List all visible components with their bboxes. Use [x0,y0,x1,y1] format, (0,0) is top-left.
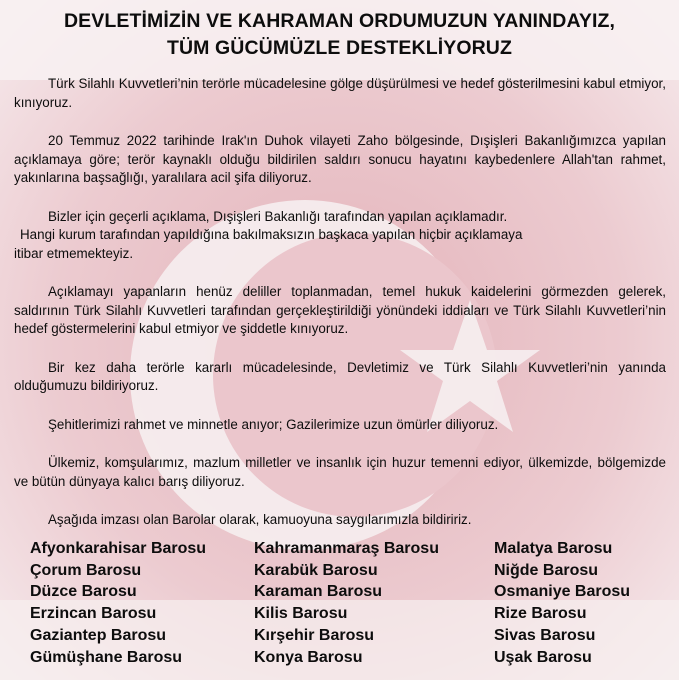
bar-association-name: Gaziantep Barosu [30,626,167,644]
bar-association-name: Niğde Barosu [494,561,599,579]
bar-association-name: Kırşehir Barosu [254,626,375,644]
bar-association-name: Karabük Barosu [254,561,378,579]
paragraph-3-line-3: itibar etmemekteyiz. [14,245,134,261]
bar-association-name: Konya Barosu [254,648,363,666]
paragraph-3-line-2: Hangi kurum tarafından yapıldığına bakılmaksızın başkaca yapılan hiçbir açıklamaya [20,227,523,242]
paragraph-1: Türk Silahlı Kuvvetleri’nin terörle mücadelesine gölge düşürülmesi ve hedef gösterilmesini kabul etmiyor, kınıyoruz. [14,76,666,110]
paragraph-3: Bizler için geçerli açıklama, Dışişleri Bakanlığı tarafından yapılan açıklamadır. [48,208,508,224]
paragraph-7: Ülkemiz, komşularımız, mazlum milletler ve insanlık için huzur temenni ediyor, ülkemizde, bölgemizde ve bütün dünyaya kalıcı barış diliyoruz. [14,455,666,489]
signatory-column-1 [30,538,254,668]
bar-association-name: Karaman Barosu [254,583,383,601]
paragraph-8: Aşağıda imzası olan Barolar olarak, kamuoyuna saygılarımızla bildiririz. [48,512,472,527]
paragraph-5: Bir kez daha terörle kararlı mücadelesinde, Devletimiz ve Türk Silahlı Kuvvetleri’nin yanında olduğumuzu bildiriyoruz. [14,359,666,393]
bar-association-name: Afyonkarahisar Barosu [30,540,207,557]
title-line-1: DEVLETİMİZİN VE KAHRAMAN ORDUMUZUN YANINDAYIZ, [64,10,615,32]
title-line-2: TÜM GÜCÜMÜZLE DESTEKLİYORUZ [166,37,513,59]
bar-association-name: Osmaniye Barosu [494,583,631,601]
bar-association-name: Kahramanmaraş Barosu [254,540,439,557]
bar-association-name: Erzincan Barosu [30,605,157,623]
signatory-bar-associations [30,538,670,668]
bar-association-name: Sivas Barosu [494,626,596,644]
paragraph-2: 20 Temmuz 2022 tarihinde Irak'ın Duhok vilayeti Zaho bölgesinde, Dışişleri Bakanlığımızca yapılan açıklamaya göre; terör kaynaklı olduğu bildirilen saldırı sonucu hayatını kaybedenlere Allah'tan rahmet, yakınlarına başsağlığı, yaralılara acil şifa diliyoruz. [14,133,666,185]
bar-association-name: Rize Barosu [494,605,587,623]
bar-association-name: Kilis Barosu [254,605,348,623]
page-title [0,8,679,62]
bar-association-name: Malatya Barosu [494,540,613,557]
bar-association-name: Çorum Barosu [30,561,142,579]
bar-association-name: Düzce Barosu [30,583,137,601]
signatory-column-2 [254,538,494,668]
bar-association-name: Uşak Barosu [494,648,592,666]
statement-body [14,75,666,550]
signatory-column-3 [494,538,664,668]
paragraph-4: Açıklamayı yapanların henüz deliller toplanmadan, temel hukuk kaidelerini görmezden gelerek, saldırının Türk Silahlı Kuvvetleri tarafından gerçekleştirildiği yönündeki iddiaları ve Türk Silahlı Kuvvetleri’nin hedef göstermelerini kabul etmiyor ve şiddetle kınıyoruz. [14,284,666,336]
bar-association-name: Gümüşhane Barosu [30,648,183,666]
paragraph-6: Şehitlerimizi rahmet ve minnetle anıyor; Gazilerimize uzun ömürler diliyoruz. [48,416,499,432]
